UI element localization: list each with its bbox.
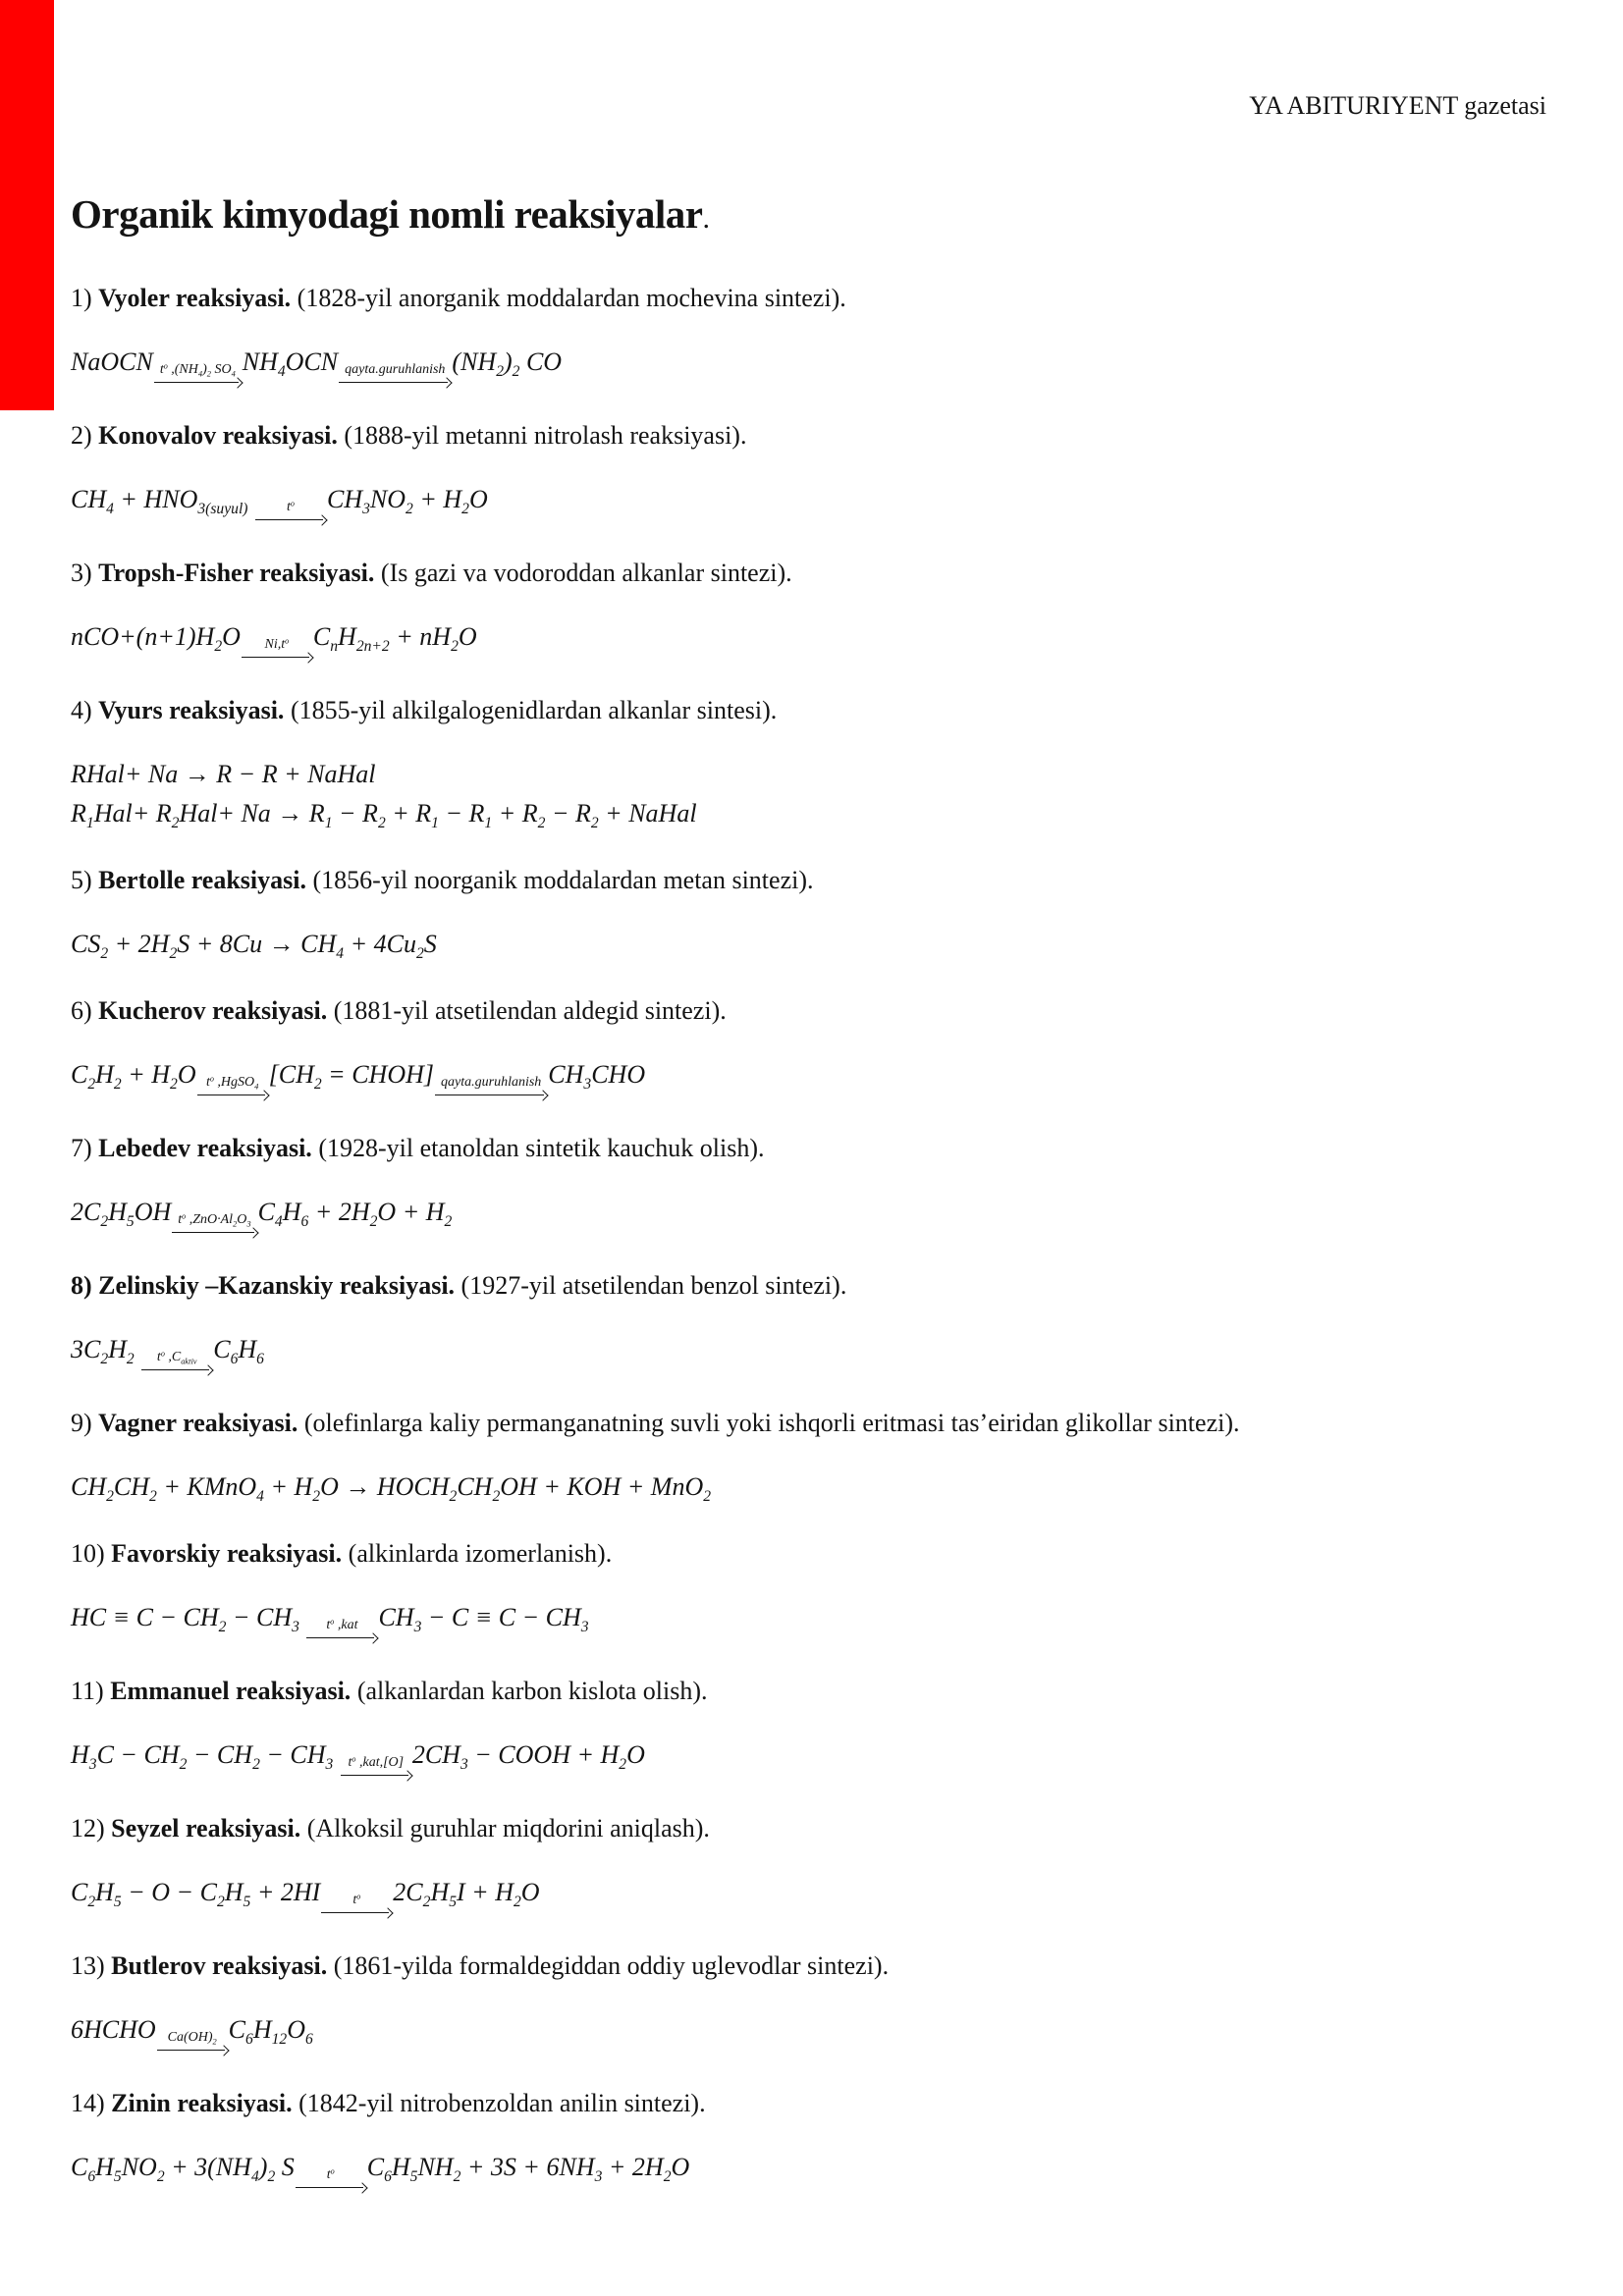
reaction-equation bbox=[71, 926, 1554, 962]
reaction-name: Vyurs reaksiyasi. bbox=[98, 696, 285, 724]
reaction-name: Zinin reaksiyasi. bbox=[111, 2089, 293, 2117]
arrow-shaft bbox=[157, 2046, 228, 2055]
equation-line: RHal+ Na → R − R + NaHal bbox=[71, 760, 376, 788]
reaction-number: 5) bbox=[71, 866, 99, 894]
equation-line: $C_2H_5 - O - C_2H_5 + 2HI$ $t^o$ $2C_2H_5I + H_2O$ bbox=[71, 1874, 1554, 1917]
reaction-description: (Is gazi va vodoroddan alkanlar sintezi). bbox=[374, 559, 792, 587]
reaction-item-text bbox=[71, 557, 1554, 589]
reaction-name: Vyoler reaksiyasi. bbox=[98, 284, 292, 312]
arrow-condition-label: $t^o$ ,kat bbox=[326, 1617, 358, 1632]
reaction-arrow-icon bbox=[197, 1075, 268, 1099]
reaction-name: Kucherov reaksiyasi. bbox=[98, 996, 328, 1025]
reaction-number: 4) bbox=[71, 696, 99, 724]
reaction-number: 2) bbox=[71, 421, 99, 450]
reaction-number: 8) bbox=[71, 1271, 99, 1300]
reaction-arrow-icon bbox=[157, 2030, 228, 2055]
equation-line: $H_3C - CH_2 - CH_2 - CH_3$ $t^o$ ,kat,[O] $2CH_3$ − COOH + $H_2O$ bbox=[71, 1736, 1554, 1780]
reaction-equation bbox=[71, 1736, 1554, 1780]
reaction-equation bbox=[71, 618, 1554, 662]
reaction-item-text bbox=[71, 1675, 1554, 1707]
red-accent-bar bbox=[0, 0, 54, 410]
reaction-equation bbox=[71, 344, 1554, 387]
reaction-description: (Alkoksil guruhlar miqdorini aniqlash). bbox=[300, 1814, 710, 1842]
reaction-description: (1856-yil noorganik moddalardan metan sintezi). bbox=[306, 866, 814, 894]
reaction-equation bbox=[71, 1468, 1554, 1505]
equation-line: NaOCN $t^o$ $,(NH_4)_2$ $SO_4$ $NH_4OCN$ qayta.guruhlanish $(NH_2)_2$ CO bbox=[71, 344, 1554, 387]
reaction-number: 10) bbox=[71, 1539, 112, 1568]
reaction-arrow-icon bbox=[172, 1212, 256, 1237]
reaction-number: 13) bbox=[71, 1951, 112, 1980]
reaction-name: Seyzel reaksiyasi. bbox=[111, 1814, 301, 1842]
reaction-arrow-icon bbox=[154, 362, 242, 387]
reaction-name: Bertolle reaksiyasi. bbox=[98, 866, 306, 894]
equation-line: $C_6H_5NO_2 + 3(NH_4)_2$ S $t^o$ $C_6H_5NH_2 + 3S + 6NH_3 + 2H_2O$ bbox=[71, 2149, 1554, 2192]
reaction-name: Tropsh-Fisher reaksiyasi. bbox=[98, 559, 375, 587]
arrow-shaft bbox=[435, 1091, 547, 1099]
reaction-equation bbox=[71, 481, 1554, 524]
reaction-name: Lebedev reaksiyasi. bbox=[98, 1134, 312, 1162]
arrow-condition-label: $t^o$ bbox=[287, 499, 295, 514]
arrow-condition-label: $t^o$ $,ZnO\cdot Al_2O_3$ bbox=[178, 1211, 251, 1229]
arrow-condition-label: qayta.guruhlanish bbox=[441, 1075, 542, 1090]
reaction-arrow-icon bbox=[296, 2167, 366, 2192]
reaction-item-text bbox=[71, 1949, 1554, 1982]
reaction-equation bbox=[71, 756, 1554, 831]
arrow-condition-label: $Ni,t^o$ bbox=[264, 636, 290, 652]
reaction-equation bbox=[71, 1874, 1554, 1917]
arrow-shaft bbox=[341, 1771, 411, 1780]
arrow-shaft bbox=[321, 1908, 392, 1917]
arrow-shaft bbox=[255, 515, 326, 524]
arrow-shaft bbox=[197, 1091, 268, 1099]
reaction-number: 1) bbox=[71, 284, 99, 312]
reaction-item-text bbox=[71, 994, 1554, 1027]
reaction-arrow-icon bbox=[435, 1075, 547, 1099]
reaction-number: 6) bbox=[71, 996, 99, 1025]
reaction-name: Emmanuel reaksiyasi. bbox=[110, 1677, 352, 1705]
equation-line: HC ≡ $C - CH_2 - CH_3$ $t^o$ ,kat $CH_3 - C \equiv C - CH_3$ bbox=[71, 1599, 1554, 1642]
reaction-item-text bbox=[71, 1812, 1554, 1844]
equation-line: $3C_2H_2$ $t^o$ $,C_{aktiv}$ $C_6H_6$ bbox=[71, 1331, 1554, 1374]
reaction-description: (olefinlarga kaliy permanganatning suvli yoki ishqorli eritmasi tas’eiridan glikollar sintezi). bbox=[298, 1409, 1240, 1437]
equation-line: $2C_2H_5OH$ $t^o$ $,ZnO\cdot Al_2O_3$ $C_4H_6 + 2H_2O + H_2$ bbox=[71, 1194, 1554, 1237]
arrow-condition-label: $t^o$ bbox=[352, 1892, 361, 1907]
reaction-name: Butlerov reaksiyasi. bbox=[111, 1951, 328, 1980]
reaction-arrow-icon bbox=[141, 1350, 212, 1374]
arrow-shaft bbox=[242, 653, 312, 662]
arrow-shaft bbox=[306, 1633, 377, 1642]
reaction-name: Konovalov reaksiyasi. bbox=[98, 421, 338, 450]
arrow-condition-label: qayta.guruhlanish bbox=[345, 362, 446, 377]
reaction-description: (1855-yil alkilgalogenidlardan alkanlar sintesi). bbox=[284, 696, 778, 724]
arrow-shaft bbox=[296, 2183, 366, 2192]
equation-line: $R_1Hal+ R_2Hal+ Na \to R_1 - R_2 + R_1 - R_1 + R_2 - R_2$ + NaHal bbox=[71, 799, 697, 832]
equation-line: $CS_2 + 2H_2S + 8Cu \to CH_4 + 4Cu_2S$ bbox=[71, 930, 437, 963]
reaction-item-text bbox=[71, 419, 1554, 452]
reaction-name: Vagner reaksiyasi. bbox=[98, 1409, 298, 1437]
reaction-description: (1842-yil nitrobenzoldan anilin sintezi). bbox=[292, 2089, 706, 2117]
reaction-number: 9) bbox=[71, 1409, 99, 1437]
reactions-list bbox=[71, 282, 1554, 2192]
reaction-description: (alkanlardan karbon kislota olish). bbox=[351, 1677, 708, 1705]
reaction-arrow-icon bbox=[321, 1893, 392, 1917]
arrow-condition-label: $t^o$ bbox=[326, 2166, 335, 2182]
reaction-item-text bbox=[71, 1407, 1554, 1439]
page-title-text: Organik kimyodagi nomli reaksiyalar bbox=[71, 191, 703, 237]
reaction-description: (1927-yil atsetilendan benzol sintezi). bbox=[455, 1271, 847, 1300]
reaction-number: 3) bbox=[71, 559, 99, 587]
page-title bbox=[71, 190, 1623, 242]
equation-line: $CH_2CH_2$ + KMnO$_4$ + $H_2O$ → $HOCH_2CH_2OH$ + KOH + MnO$_2$ bbox=[71, 1472, 712, 1506]
reaction-equation bbox=[71, 1331, 1554, 1374]
reaction-number: 14) bbox=[71, 2089, 112, 2117]
reaction-equation bbox=[71, 1194, 1554, 1237]
reaction-item-text bbox=[71, 864, 1554, 896]
reaction-description: (1861-yilda formaldegiddan oddiy uglevodlar sintezi). bbox=[327, 1951, 890, 1980]
reaction-number: 12) bbox=[71, 1814, 112, 1842]
reaction-description: (alkinlarda izomerlanish). bbox=[342, 1539, 613, 1568]
reaction-equation bbox=[71, 1599, 1554, 1642]
reaction-item-text bbox=[71, 694, 1554, 726]
arrow-shaft bbox=[339, 378, 451, 387]
arrow-condition-label: $t^o$ ,kat,[O] bbox=[348, 1754, 405, 1770]
arrow-condition-label: $t^o$ $,(NH_4)_2$ $SO_4$ bbox=[159, 361, 236, 379]
arrow-condition-label: $Ca(OH)_2$ bbox=[167, 2030, 217, 2047]
reaction-equation bbox=[71, 2011, 1554, 2055]
reaction-arrow-icon bbox=[341, 1755, 411, 1780]
reaction-name: Zelinskiy –Kazanskiy reaksiyasi. bbox=[98, 1271, 456, 1300]
arrow-shaft bbox=[172, 1228, 256, 1237]
reaction-item-text bbox=[71, 2087, 1554, 2119]
equation-line: $nCO+(n+1)H_2O$ $Ni,t^o$ $C_nH_{2n+2} + nH_2O$ bbox=[71, 618, 1554, 662]
arrow-shaft bbox=[154, 378, 242, 387]
arrow-shaft bbox=[141, 1365, 212, 1374]
arrow-condition-label: $t^o$ ,HgSO$_4$ bbox=[205, 1074, 259, 1092]
reaction-item-text bbox=[71, 1269, 1554, 1302]
reaction-description: (1928-yil etanoldan sintetik kauchuk olish). bbox=[311, 1134, 765, 1162]
reaction-item-text bbox=[71, 282, 1554, 314]
page-title-period: . bbox=[702, 202, 710, 235]
equation-line: $CH_4 + HNO_{3(suyul)}$ $t^o$ $CH_3NO_2 + H_2O$ bbox=[71, 481, 1554, 524]
arrow-condition-label: $t^o$ $,C_{aktiv}$ bbox=[156, 1349, 197, 1366]
reaction-item-text bbox=[71, 1537, 1554, 1570]
reaction-equation bbox=[71, 2149, 1554, 2192]
reaction-number: 11) bbox=[71, 1677, 111, 1705]
reaction-name: Favorskiy reaksiyasi. bbox=[111, 1539, 343, 1568]
reaction-arrow-icon bbox=[339, 362, 451, 387]
reaction-number: 7) bbox=[71, 1134, 99, 1162]
equation-line: $C_2H_2 + H_2O$ $t^o$ ,HgSO$_4$ [$CH_2$ = CHOH] qayta.guruhlanish $CH_3CHO$ bbox=[71, 1056, 1554, 1099]
reaction-arrow-icon bbox=[306, 1618, 377, 1642]
document-header: YA ABITURIYENT gazetasi bbox=[1249, 91, 1546, 120]
reaction-equation bbox=[71, 1056, 1554, 1099]
equation-line: 6HCHO $Ca(OH)_2$ $C_6H_{12}O_6$ bbox=[71, 2011, 1554, 2055]
reaction-description: (1828-yil anorganik moddalardan mochevina sintezi). bbox=[291, 284, 846, 312]
reaction-arrow-icon bbox=[242, 637, 312, 662]
reaction-description: (1888-yil metanni nitrolash reaksiyasi). bbox=[337, 421, 747, 450]
reaction-description: (1881-yil atsetilendan aldegid sintezi). bbox=[327, 996, 727, 1025]
reaction-arrow-icon bbox=[255, 500, 326, 524]
reaction-item-text bbox=[71, 1132, 1554, 1164]
